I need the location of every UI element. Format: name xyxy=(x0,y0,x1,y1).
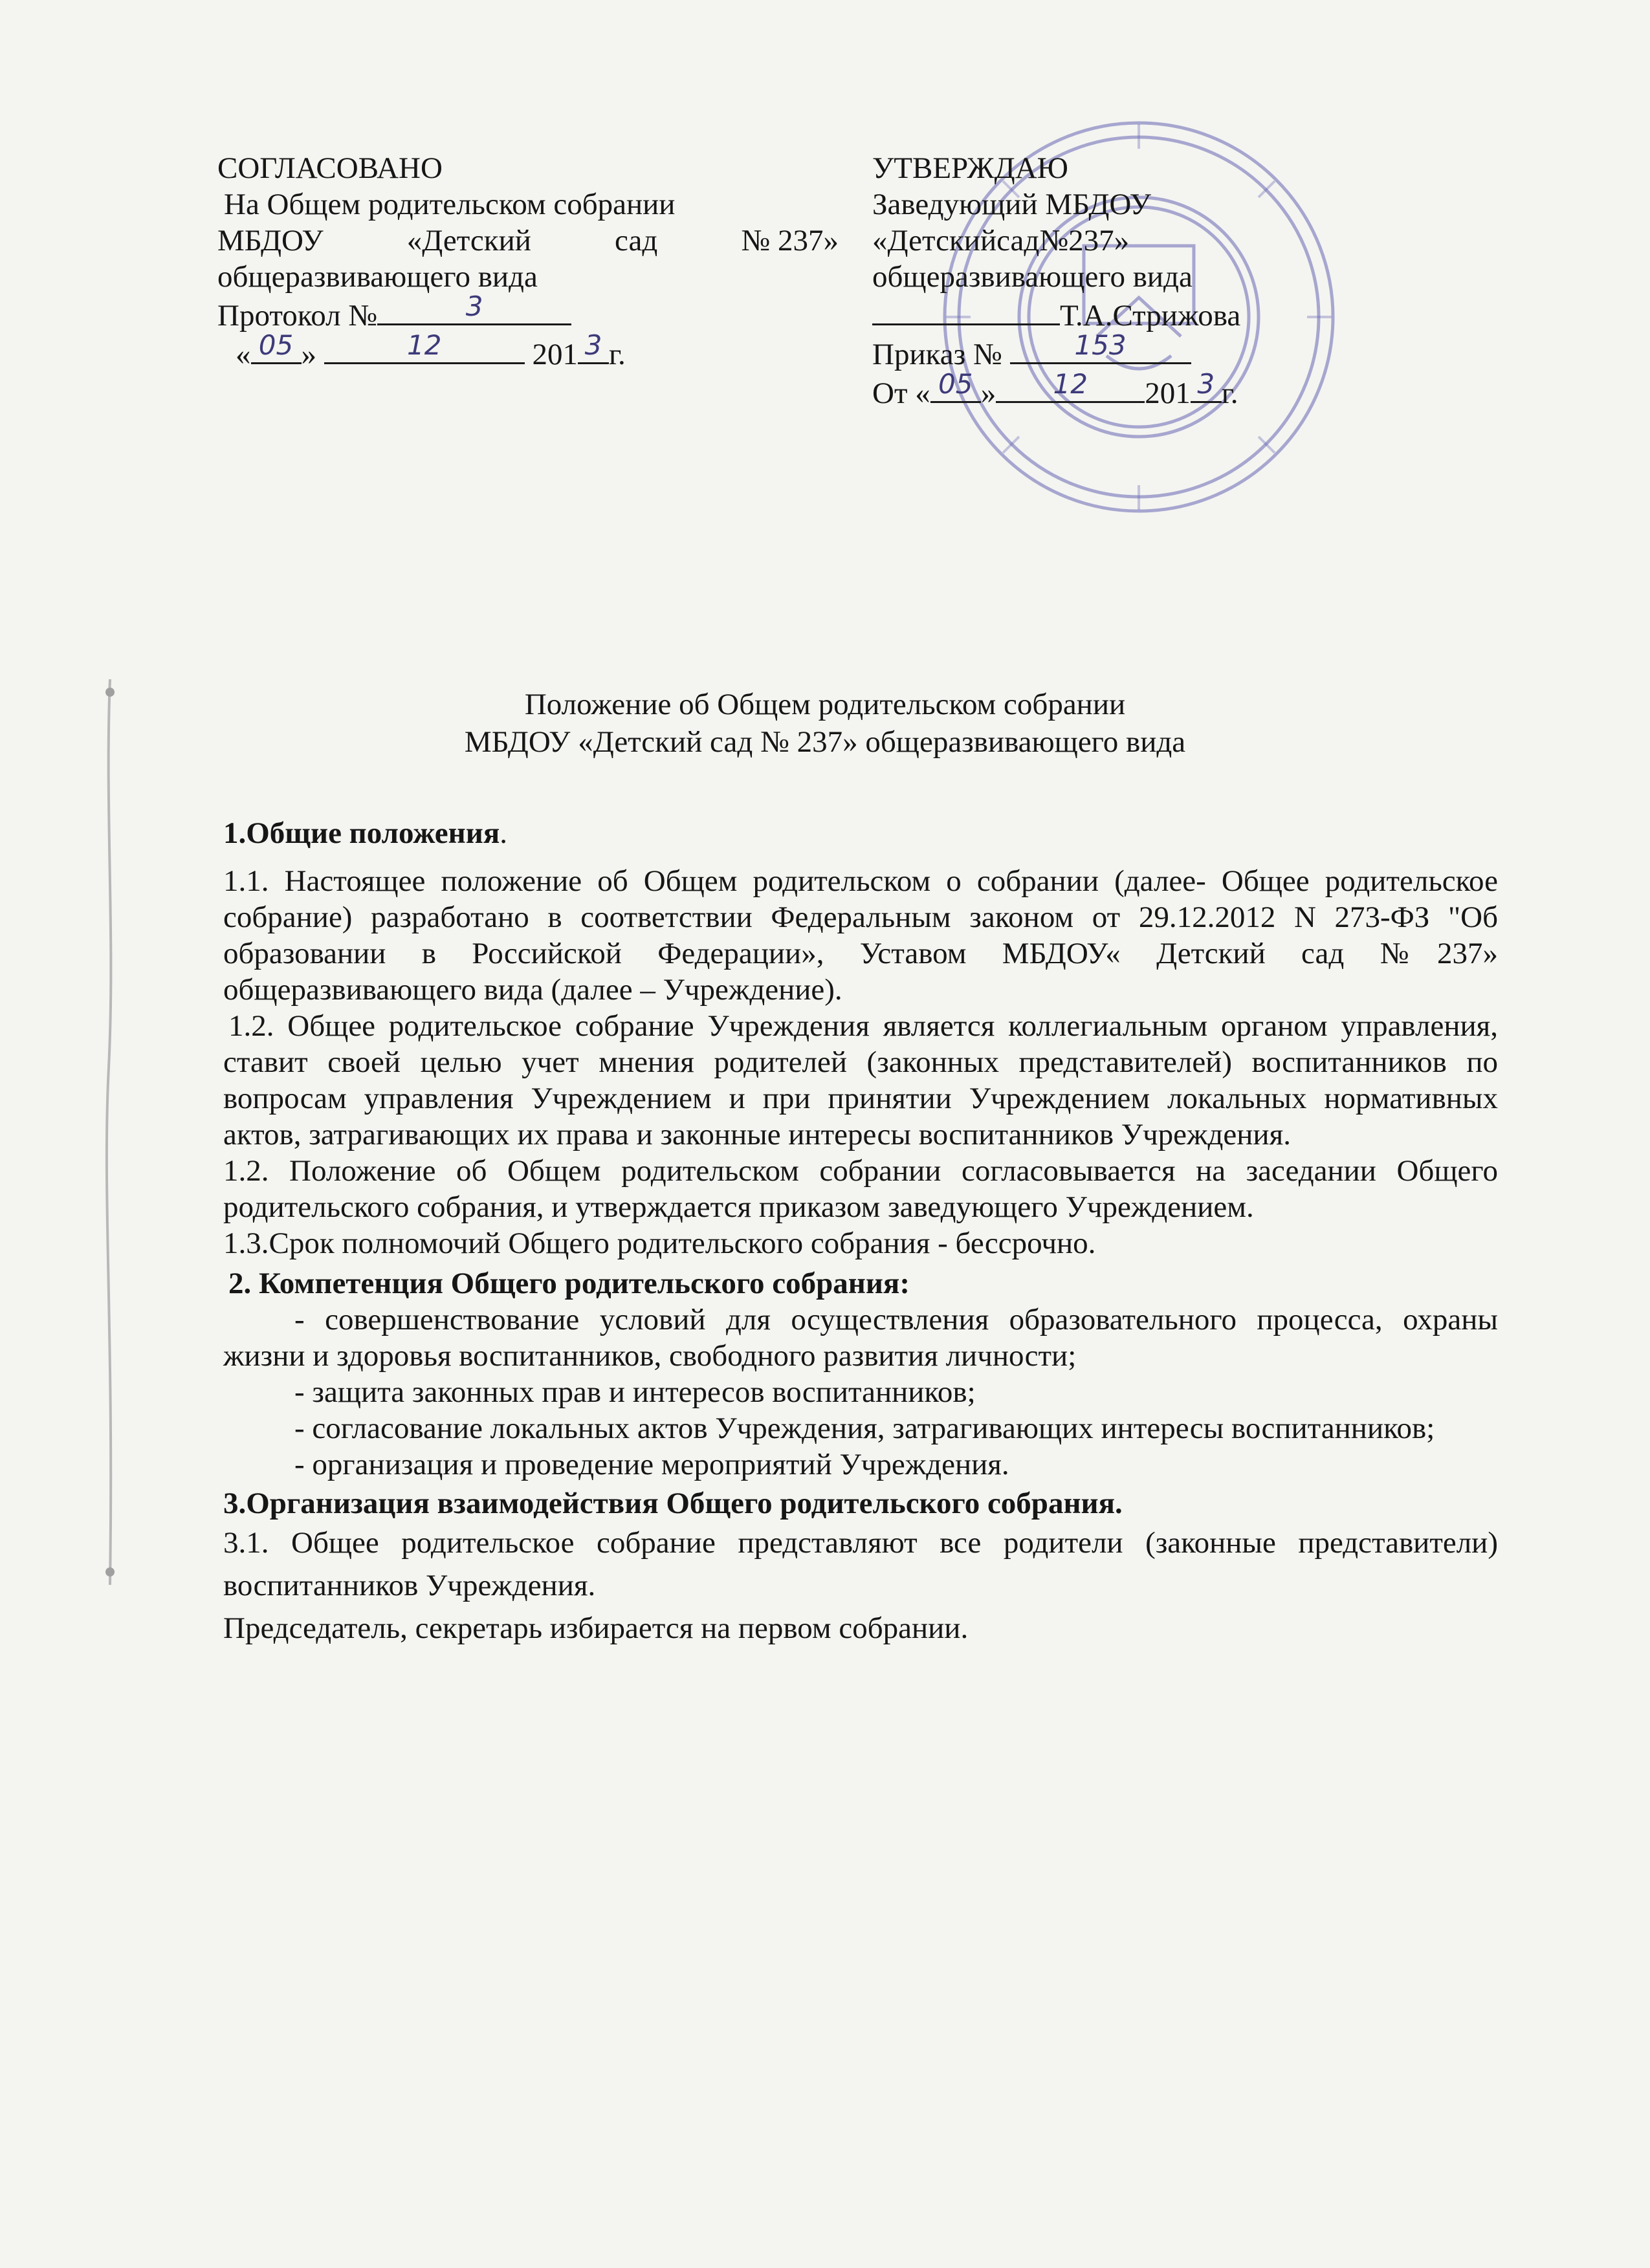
list-item: - защита законных прав и интересов воспитанников; xyxy=(294,1375,976,1409)
protocol-number: 3 xyxy=(465,290,483,322)
section-1-heading-text: 1.Общие положения xyxy=(223,816,500,850)
date-quote-close: » xyxy=(301,338,316,371)
list-item: - согласование локальных актов Учреждения, затрагивающих интересы воспитанников; xyxy=(294,1412,1435,1445)
date-month: 12 xyxy=(407,329,442,361)
approved-line-1: Заведующий МБДОУ xyxy=(872,188,1151,221)
document-title xyxy=(0,686,1650,761)
list-item: - совершенствование условий для осуществления образовательного процесса, охраны жизни и здоровья воспитанников, свободного развития личности; xyxy=(223,1303,1498,1373)
document-title-line-2: МБДОУ «Детский сад № 237» общеразвивающего вида xyxy=(464,725,1186,759)
year-digit-field xyxy=(578,329,609,364)
signature-field xyxy=(872,295,1060,325)
section-1-heading-dot: . xyxy=(500,816,507,850)
order-number: 153 xyxy=(1074,329,1127,361)
year-digit: 3 xyxy=(584,329,602,361)
order-day-field xyxy=(930,368,981,403)
paragraph-1-1: 1.1. Настоящее положение об Общем родительском о собрании (далее- Общее родительское собрание) разработано в соответствии Федеральным законом от 29.12.2012 N 273-ФЗ "Об образовании в Российской Федерации», Уставом МБДОУ« Детский сад №237» общеразвивающего вида (далее – Учреждение). xyxy=(223,864,1498,1007)
date-month-field xyxy=(324,329,525,364)
date-day: 05 xyxy=(258,329,294,361)
document-body xyxy=(223,802,1498,1650)
approval-block-agreed xyxy=(217,150,839,373)
agreed-title: СОГЛАСОВАНО xyxy=(217,151,443,185)
agreed-line-2 xyxy=(217,223,839,259)
agreed-word: МБДОУ xyxy=(217,224,324,257)
approved-title: УТВЕРЖДАЮ xyxy=(872,151,1068,185)
paragraph-3-2: Председатель, секретарь избирается на первом собрании. xyxy=(223,1611,969,1645)
order-year-prefix: 201 xyxy=(1145,376,1191,410)
order-date-prefix: От « xyxy=(872,376,930,410)
order-year-digit: 3 xyxy=(1197,368,1215,400)
binding-thread xyxy=(97,679,123,1585)
agreed-word: сад xyxy=(615,224,658,257)
document-title-line-1: Положение об Общем родительском собрании xyxy=(524,688,1126,721)
order-label: Приказ № xyxy=(872,338,1002,371)
approved-line-3: общеразвивающего вида xyxy=(872,260,1193,294)
agreed-word: № 237» xyxy=(741,224,839,257)
date-quote-open: « xyxy=(236,338,251,371)
section-1-heading xyxy=(223,815,1498,851)
protocol-line xyxy=(217,290,839,334)
date-day-field xyxy=(251,329,302,364)
agreed-word: «Детский xyxy=(406,224,531,257)
paragraph-3-1: 3.1. Общее родительское собрание представляют все родители (законные представители) воспитанников Учреждения. xyxy=(223,1526,1498,1602)
approval-block-approved xyxy=(872,150,1455,411)
order-day: 05 xyxy=(938,368,973,400)
agreed-line-1: На Общем родительском собрании xyxy=(224,188,676,221)
protocol-number-field xyxy=(377,290,571,325)
year-suffix: г. xyxy=(609,338,626,371)
approved-line-2: «Детскийсад№237» xyxy=(872,224,1130,257)
protocol-label: Протокол № xyxy=(217,299,378,333)
order-number-field xyxy=(1010,329,1191,364)
paragraph-1-2b: 1.2. Положение об Общем родительском собрании согласовывается на заседании Общего родительского собрания, и утверждается приказом заведующего Учреждением. xyxy=(223,1154,1498,1224)
year-prefix: 201 xyxy=(532,338,578,371)
order-month: 12 xyxy=(1053,368,1088,400)
section-3-heading: 3.Организация взаимодействия Общего родительского собрания. xyxy=(223,1487,1123,1520)
paragraph-1-3: 1.3.Срок полномочий Общего родительского собрания - бессрочно. xyxy=(223,1227,1096,1260)
order-date-line xyxy=(872,368,1455,411)
paragraph-1-2a: 1.2. Общее родительское собрание Учреждения является коллегиальным органом управления, ставит своей целью учет мнения родителей (законных представителей) воспитанников по вопросам управления Учреждением и при принятии Учреждением локальных нормативных актов, затрагивающих их права и законные интересы воспитанников Учреждения. xyxy=(223,1009,1498,1151)
signer-name: Т.А.Стрижова xyxy=(1060,299,1241,333)
order-year-digit-field xyxy=(1191,368,1222,403)
agreed-line-3: общеразвивающего вида xyxy=(217,260,538,294)
order-date-close: » xyxy=(980,376,996,410)
order-year-suffix: г. xyxy=(1221,376,1238,410)
order-month-field xyxy=(996,368,1145,403)
list-item: - организация и проведение мероприятий Учреждения. xyxy=(294,1448,1009,1481)
protocol-date-line xyxy=(217,329,839,373)
section-2-heading: 2. Компетенция Общего родительского собрания: xyxy=(228,1267,910,1300)
